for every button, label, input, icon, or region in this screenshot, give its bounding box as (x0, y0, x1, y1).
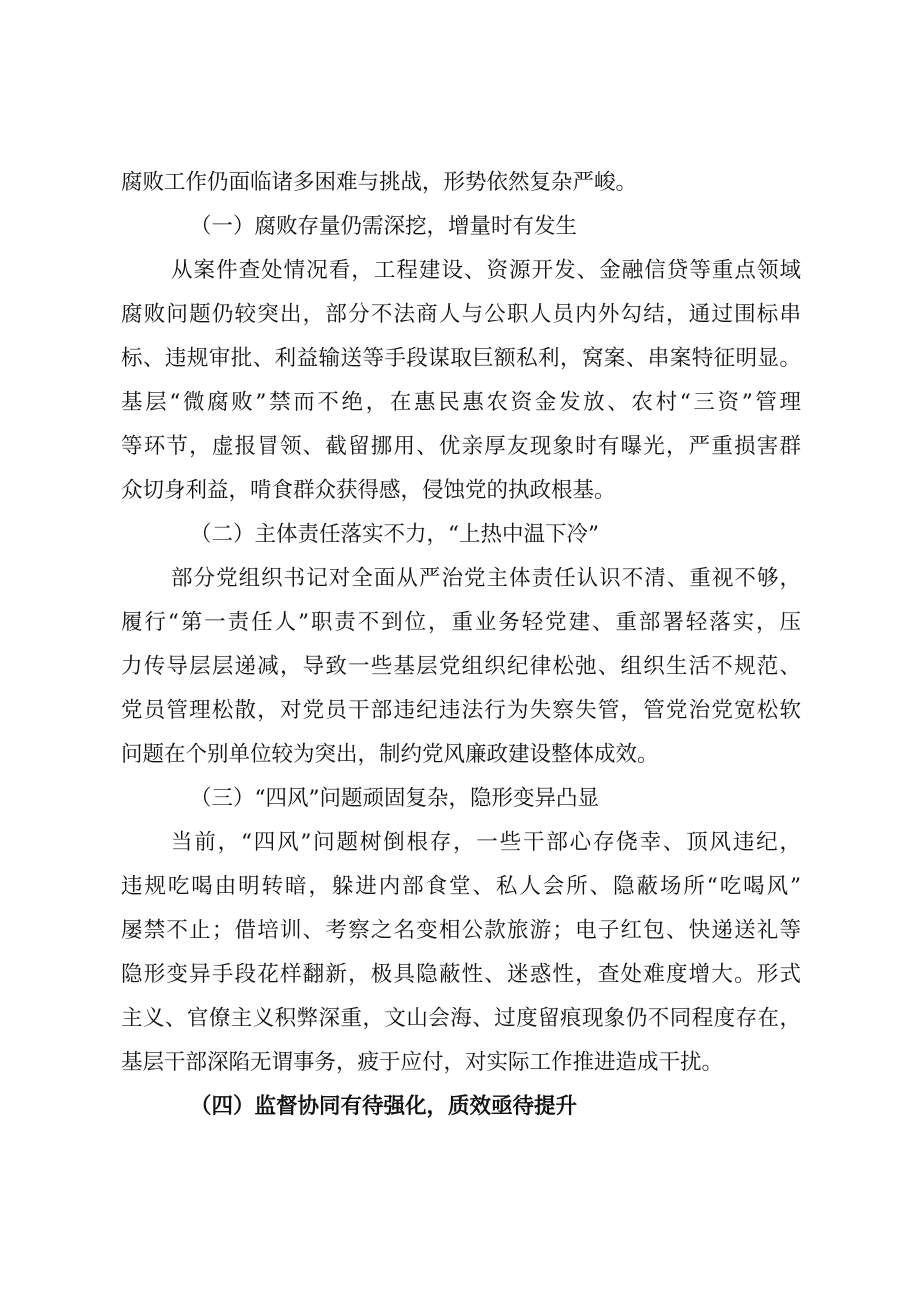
paragraph-line: 基层干部深陷无谓事务，疲于应付，对实际工作推进造成干扰。 (121, 1050, 724, 1075)
paragraph-line: 部分党组织书记对全面从严治党主体责任认识不清、重视不够， (171, 566, 801, 591)
section-heading-1: （一）腐败存量仍需深挖，增量时有发生 (190, 214, 578, 239)
paragraph-line: 等环节，虚报冒领、截留挪用、优亲厚友现象时有曝光，严重损害群 (121, 434, 801, 459)
section-heading-2: （二）主体责任落实不力，“上热中温下冷” (190, 522, 599, 547)
paragraph-line: 力传导层层递减，导致一些基层党组织纪律松弛、组织生活不规范、 (121, 654, 801, 679)
section-heading-4: （四）监督协同有待强化，质效亟待提升 (190, 1094, 578, 1119)
paragraph-line: 标、违规审批、利益输送等手段谋取巨额私利，窝案、串案特征明显。 (121, 346, 801, 371)
paragraph-line: 腐败问题仍较突出，部分不法商人与公职人员内外勾结，通过围标串 (121, 302, 801, 327)
paragraph-line: 基层“微腐败”禁而不绝，在惠民惠农资金发放、农村“三资”管理 (121, 390, 801, 415)
paragraph-line: 腐败工作仍面临诸多困难与挑战，形势依然复杂严峻。 (121, 170, 638, 195)
paragraph-line: 隐形变异手段花样翻新，极具隐蔽性、迷惑性，查处难度增大。形式 (121, 962, 801, 987)
paragraph-line: 履行“第一责任人”职责不到位，重业务轻党建、重部署轻落实，压 (121, 610, 801, 635)
paragraph-line: 主义、官僚主义积弊深重，文山会海、过度留痕现象仍不同程度存在， (121, 1006, 801, 1031)
paragraph-line: 从案件查处情况看，工程建设、资源开发、金融信贷等重点领域 (171, 258, 801, 283)
paragraph-line: 当前，“四风”问题树倒根存，一些干部心存侥幸、顶风违纪， (171, 830, 801, 855)
paragraph-line: 屡禁不止；借培训、考察之名变相公款旅游；电子红包、快递送礼等 (121, 918, 801, 943)
paragraph-line: 众切身利益，啃食群众获得感，侵蚀党的执政根基。 (121, 478, 616, 503)
paragraph-line: 问题在个别单位较为突出，制约党风廉政建设整体成效。 (121, 742, 659, 767)
section-heading-3: （三）“四风”问题顽固复杂，隐形变异凸显 (190, 786, 599, 811)
paragraph-line: 违规吃喝由明转暗，躲进内部食堂、私人会所、隐蔽场所“吃喝风” (121, 874, 801, 899)
paragraph-line: 党员管理松散，对党员干部违纪违法行为失察失管，管党治党宽松软 (121, 698, 801, 723)
